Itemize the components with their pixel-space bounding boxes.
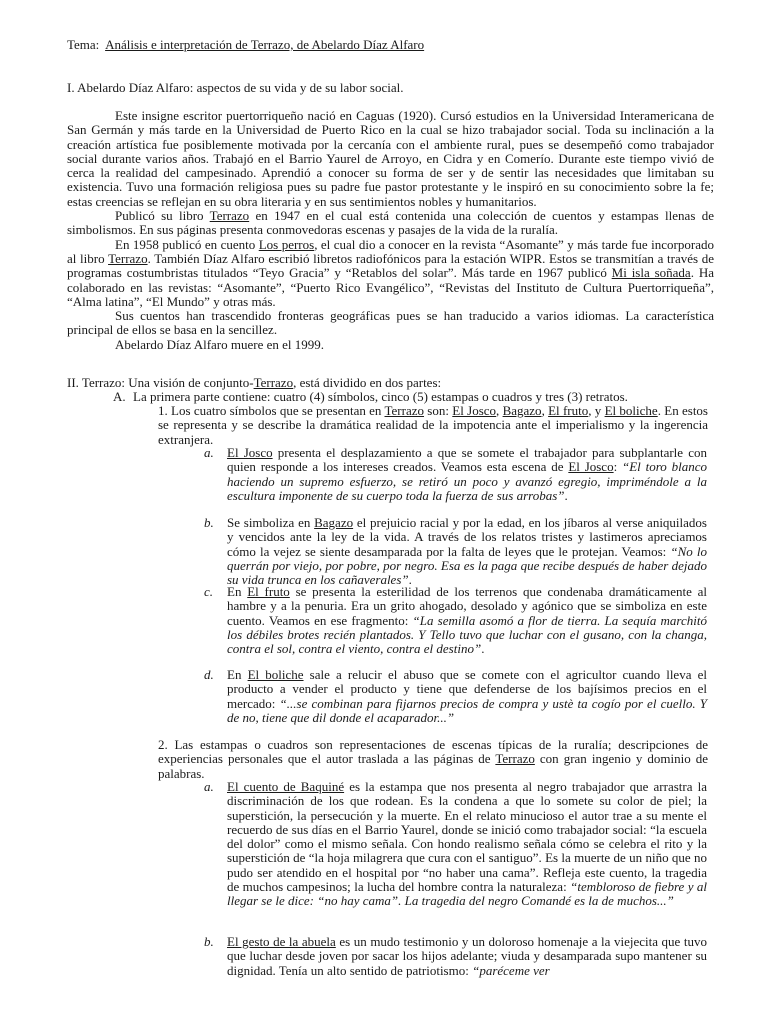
item-estampas: 2. Las estampas o cuadros son representaciones de escenas típicas de la ruralía; descripciones de experiencias personales que el autor traslada a las páginas de Terrazo con gran ingenio y dominio de palabras.: [158, 737, 709, 781]
paragraph-publications: En 1958 publicó en cuento Los perros, el cual dio a conocer en la revista “Asomante” y más tarde fue incorporado al libro Terrazo. También Díaz Alfaro escribió libretos radiofónicos para la estación WIPR. Estos se transmitían a través de programas costumbristas titulados “Teyo Gracia” y “Retablos del solar”. Más tarde en 1967 publicó Mi isla soñada. Ha colaborado en las revistas: “Asomante”, “Puerto Rico Evangélico”, “Revistas del Instituto de Cultura Puertorriqueña”, “Alma latina”, “El Mundo” y otras más.: [67, 236, 714, 309]
link-el-josco: El Josco: [452, 403, 497, 418]
link-el-fruto: El fruto: [548, 403, 589, 418]
part-a-label: A.: [113, 389, 126, 404]
paragraph-terrazo: Publicó su libro Terrazo en 1947 en el cual está contenida una colección de cuentos y estampas llenas de simbolismos. En sus páginas presenta conmovedoras escenas y pasajes de la vida de la ruralía.: [67, 208, 714, 238]
estampa-b-label: b.: [204, 934, 214, 949]
sub-el-josco: El Josco presenta el desplazamiento a que se somete el trabajador para subplantarle con quien responde a los intereses creados. Veamos esta escena de El Josco: “El toro blanco haciendo un supremo esfuerzo, se retiró un poco y avanzó egregio, impriméndole a la escultura imponente de su cuerpo toda la fuerza de sus arrobas”.: [227, 445, 707, 503]
book-title-terrazo: Terrazo: [253, 375, 294, 390]
book-title-terrazo: Terrazo: [495, 751, 535, 767]
document-header: [67, 38, 707, 52]
quote-bagazo: “No lo querrán por viejo, por pobre, por negro. Esa es la paga que recibe después de haber dejado su vida trunca en los cañaverales”: [227, 543, 707, 588]
sub-el-boliche: En El boliche sale a relucir el abuso que se comete con el agricultor cuando lleva el producto a vender el producto y tiene que defenderse de los bajísimos precios en el mercado: “...se combinan para fijarnos precios de compra y ustè ta cogío por el cuello. Y de no, tiene que dil donde el acaparador...”: [227, 667, 707, 725]
quote-el-josco: “El toro blanco haciendo un supremo esfuerzo, se retiró un poco y avanzó egregio, impriméndole a la escultura imponente de su cuerpo toda la fuerza de sus arrobas”: [227, 459, 707, 503]
quote-el-fruto: “La semilla asomó a flor de tierra. La sequía marchitó los débiles brotes recién plantados. Y Tello tuvo que luchar con el gusano, con la changa, contra el sol, contra el viento, contra el destino”: [227, 612, 707, 657]
title-mi-isla-sonada: Mi isla soñada: [611, 265, 691, 281]
link-bagazo: Bagazo: [502, 403, 542, 418]
section1-heading: I. Abelardo Díaz Alfaro: aspectos de su vida y de su labor social.: [67, 80, 404, 95]
link-el-cuento-de-baquine: El cuento de Baquiné: [227, 779, 345, 794]
sub-bagazo: Se simboliza en Bagazo el prejuicio racial y por la edad, en los jíbaros al verse aniquilados y vencidos ante la ley de la vida. A través de los relatos tristes y lastimeros apreciamos cómo la vejez se siente desamparada por la falta de leyes que le protejan. Veamos: “No lo querrán por viejo, por pobre, por negro. Esa es la paga que recibe después de haber dejado su vida trunca en los cañaverales”.: [227, 515, 707, 588]
estampa-a-label: a.: [204, 779, 214, 794]
quote-baquine: “tembloroso de fiebre y al llegar se le dice: “no hay cama”. La tragedia del negro Comandé es la de muchos...”: [227, 879, 707, 909]
section2-heading: II. Terrazo: Una visión de conjunto-Terrazo, está dividido en dos partes:: [67, 375, 442, 390]
quote-gesto-abuela: “paréceme ver: [472, 962, 550, 978]
sub-el-fruto: En El fruto se presenta la esterilidad de los terrenos que condenaba dramáticamente al hambre y a la penuria. Era un grito ahogado, desolado y agónico que se simboliza en este cuento. Veamos en ese fragmento: “La semilla asomó a flor de tierra. La sequía marchitó los débiles brotes recién plantados. Y Tello tuvo que luchar con el gusano, con la changa, contra el sol, contra el viento, contra el destino”.: [227, 584, 707, 657]
item-symbols: 1. Los cuatro símbolos que se presentan en Terrazo son: El Josco, Bagazo, El fruto, y El boliche. En estos se representa y se describe la dramática realidad de la impotencia ante el imperialismo y la ingerencia extranjera.: [158, 403, 708, 447]
quote-el-boliche: “...se combinan para fijarnos precios de compra y ustè ta cogío por el cuello. Y de no, tiene que dil donde el acaparador...”: [227, 695, 707, 725]
sub-b-label: b.: [204, 515, 214, 530]
book-title-terrazo: Terrazo: [209, 208, 250, 224]
header-label: Tema:: [67, 37, 100, 52]
sub-c-label: c.: [204, 584, 214, 599]
link-el-boliche: El boliche: [604, 403, 658, 418]
document-title: Análisis e interpretación de Terrazo, de Abelardo Díaz Alfaro: [105, 37, 425, 52]
estampa-baquine: El cuento de Baquiné es la estampa que nos presenta al negro trabajador que arrastra la discriminación de los que rodean. Es la condena a que lo somete su color de piel; la superstición, la persecución y la muerte. En el relato minucioso el autor trae a su mente el recuerdo de sus días en el Barrio Yaurel, donde se inició como trabajador social: “la escuela del dolor” como el mismo señala. Con hondo realismo señala cómo se celebra el rito y la superstición de “la hoja milagrera que cura con el santiguo”. Es la muerte de un niño que no pudo ser atendido en el hospital por “no haber una cama”. Refleja este cuento, la tragedia de muchos campesinos; la lucha del hombre contra la naturaleza: “tembloroso de fiebre y al llegar se le dice: “no hay cama”. La tragedia del negro Comandé es la de muchos...”: [227, 779, 707, 909]
sub-d-label: d.: [204, 667, 214, 682]
sub-a-label: a.: [204, 445, 214, 460]
section1-body: [67, 109, 714, 352]
title-los-perros: Los perros: [258, 236, 315, 252]
paragraph-death: Abelardo Díaz Alfaro muere en el 1999.: [115, 336, 325, 352]
paragraph-translations: Sus cuentos han trascendido fronteras geográficas pues se han traducido a varios idiomas. La característica principal de ellos se basa en la sencillez.: [67, 308, 714, 338]
paragraph-biography: Este insigne escritor puertorriqueño nació en Caguas (1920). Cursó estudios en la Universidad Interamericana de San Germán y más tarde en la Universidad de Puerto Rico en la cual se hizo trabajador social. Toda su inclinación a la creación artística fue posiblemente motivada por la cercanía con el ambiente rural, pues se desempeñó como trabajador social durante varios años. Trabajó en el Barrio Yaurel de Arroyo, en Cidra y en Comerío. Durante este tiempo vivió de cerca la realidad del campesinado. Aprendió a conocer su forma de ser y de sentir las necesidades que limitaban su existencia. Tuvo una formación religiosa pues su padre fue pastor protestante y le inspiró en su conocimiento sobre la fe; estas creencias se reflejan en su obra literaria y en sus sentimientos nobles y humanitarios.: [67, 108, 714, 209]
part-a-text: La primera parte contiene: cuatro (4) símbolos, cinco (5) estampas o cuadros y tres (3) retratos.: [133, 389, 628, 404]
link-el-gesto-de-la-abuela: El gesto de la abuela: [227, 934, 336, 949]
book-title-terrazo: Terrazo: [108, 250, 148, 266]
estampa-gesto-abuela: El gesto de la abuela es un mudo testimonio y un doloroso homenaje a la viejecita que tuvo que luchar desde joven por sacar los hijos adelante; viuda y desamparada supo mantener su dignidad. Tenía un alto sentido de patriotismo: “paréceme ver: [227, 934, 707, 978]
